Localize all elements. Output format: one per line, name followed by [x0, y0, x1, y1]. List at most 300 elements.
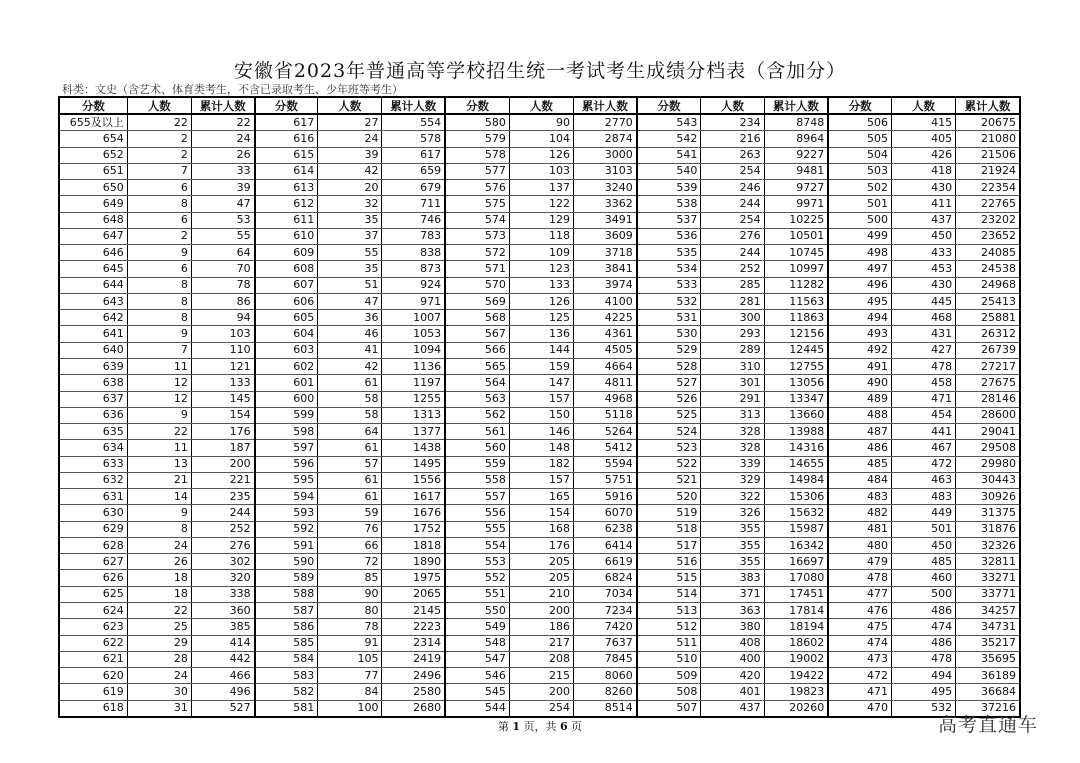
cumulative-cell: 33: [191, 163, 254, 179]
score-cell: 479: [828, 554, 891, 570]
table-row: [59, 456, 1020, 472]
score-cell: 625: [59, 586, 127, 602]
table-row: [59, 147, 1020, 163]
score-cell: 471: [828, 684, 891, 700]
cumulative-cell: 2770: [574, 114, 637, 131]
cumulative-cell: 200: [191, 456, 254, 472]
count-cell: 32: [318, 196, 382, 212]
count-cell: 430: [891, 277, 955, 293]
score-cell: 548: [445, 635, 509, 651]
score-cell: 616: [255, 131, 318, 147]
cumulative-cell: 527: [191, 700, 254, 717]
count-cell: 42: [318, 163, 382, 179]
cumulative-cell: 24538: [956, 261, 1020, 277]
cumulative-cell: 1136: [382, 358, 445, 374]
count-cell: 159: [509, 358, 573, 374]
count-cell: 400: [701, 651, 764, 667]
count-cell: 6: [127, 180, 191, 196]
cumulative-cell: 31375: [956, 505, 1020, 521]
score-cell: 640: [59, 342, 127, 358]
cumulative-cell: 14655: [764, 456, 828, 472]
table-row: [59, 391, 1020, 407]
score-cell: 576: [445, 180, 509, 196]
table-row: [59, 586, 1020, 602]
column-header: 分数: [637, 97, 701, 114]
cumulative-cell: 32326: [956, 537, 1020, 553]
table-row: [59, 261, 1020, 277]
count-cell: 11: [127, 358, 191, 374]
score-cell: 489: [828, 391, 891, 407]
cumulative-cell: 16697: [764, 554, 828, 570]
count-cell: 22: [127, 114, 191, 131]
count-cell: 355: [701, 521, 764, 537]
score-cell: 572: [445, 245, 509, 261]
score-cell: 570: [445, 277, 509, 293]
count-cell: 445: [891, 293, 955, 309]
count-cell: 329: [701, 472, 764, 488]
count-cell: 144: [509, 342, 573, 358]
count-cell: 51: [318, 277, 382, 293]
cumulative-cell: 103: [191, 326, 254, 342]
cumulative-cell: 1438: [382, 440, 445, 456]
cumulative-cell: 10501: [764, 228, 828, 244]
score-cell: 582: [255, 684, 318, 700]
count-cell: 9: [127, 245, 191, 261]
count-cell: 300: [701, 310, 764, 326]
cumulative-cell: 2314: [382, 635, 445, 651]
cumulative-cell: 496: [191, 684, 254, 700]
cumulative-cell: 6824: [574, 570, 637, 586]
cumulative-cell: 39: [191, 180, 254, 196]
score-cell: 608: [255, 261, 318, 277]
score-cell: 483: [828, 489, 891, 505]
table-row: [59, 277, 1020, 293]
count-cell: 90: [509, 114, 573, 131]
score-cell: 614: [255, 163, 318, 179]
count-cell: 8: [127, 310, 191, 326]
score-cell: 619: [59, 684, 127, 700]
cumulative-cell: 23202: [956, 212, 1020, 228]
table-row: [59, 342, 1020, 358]
count-cell: 281: [701, 293, 764, 309]
table-row: [59, 212, 1020, 228]
score-cell: 621: [59, 651, 127, 667]
cumulative-cell: 783: [382, 228, 445, 244]
score-cell: 530: [637, 326, 701, 342]
cumulative-cell: 2223: [382, 619, 445, 635]
cumulative-cell: 110: [191, 342, 254, 358]
count-cell: 126: [509, 147, 573, 163]
cumulative-cell: 8260: [574, 684, 637, 700]
column-header: 分数: [445, 97, 509, 114]
column-header: 累计人数: [956, 97, 1020, 114]
cumulative-cell: 6238: [574, 521, 637, 537]
cumulative-cell: 10997: [764, 261, 828, 277]
count-cell: 217: [509, 635, 573, 651]
score-cell: 615: [255, 147, 318, 163]
score-cell: 591: [255, 537, 318, 553]
score-cell: 518: [637, 521, 701, 537]
score-cell: 474: [828, 635, 891, 651]
score-cell: 606: [255, 293, 318, 309]
cumulative-cell: 302: [191, 554, 254, 570]
cumulative-cell: 5594: [574, 456, 637, 472]
cumulative-cell: 121: [191, 358, 254, 374]
cumulative-cell: 4811: [574, 375, 637, 391]
count-cell: 157: [509, 391, 573, 407]
table-row: [59, 521, 1020, 537]
cumulative-cell: 55: [191, 228, 254, 244]
count-cell: 6: [127, 261, 191, 277]
count-cell: 471: [891, 391, 955, 407]
cumulative-cell: 26739: [956, 342, 1020, 358]
count-cell: 441: [891, 424, 955, 440]
cumulative-cell: 1890: [382, 554, 445, 570]
score-cell: 652: [59, 147, 127, 163]
score-cell: 544: [445, 700, 509, 717]
table-row: [59, 505, 1020, 521]
score-cell: 527: [637, 375, 701, 391]
score-cell: 493: [828, 326, 891, 342]
score-cell: 624: [59, 602, 127, 618]
cumulative-cell: 15987: [764, 521, 828, 537]
table-row: [59, 424, 1020, 440]
score-cell: 620: [59, 668, 127, 684]
count-cell: 30: [127, 684, 191, 700]
cumulative-cell: 5916: [574, 489, 637, 505]
page-current: 1: [512, 720, 520, 733]
score-cell: 568: [445, 310, 509, 326]
count-cell: 76: [318, 521, 382, 537]
score-cell: 534: [637, 261, 701, 277]
cumulative-cell: 17814: [764, 602, 828, 618]
cumulative-cell: 711: [382, 196, 445, 212]
cumulative-cell: 21080: [956, 131, 1020, 147]
count-cell: 276: [701, 228, 764, 244]
table-row: [59, 537, 1020, 553]
cumulative-cell: 26312: [956, 326, 1020, 342]
count-cell: 157: [509, 472, 573, 488]
cumulative-cell: 252: [191, 521, 254, 537]
score-cell: 500: [828, 212, 891, 228]
count-cell: 252: [701, 261, 764, 277]
cumulative-cell: 3000: [574, 147, 637, 163]
table-row: [59, 407, 1020, 423]
cumulative-cell: 22: [191, 114, 254, 131]
count-cell: 486: [891, 602, 955, 618]
count-cell: 61: [318, 472, 382, 488]
cumulative-cell: 1495: [382, 456, 445, 472]
count-cell: 411: [891, 196, 955, 212]
cumulative-cell: 25881: [956, 310, 1020, 326]
count-cell: 133: [509, 277, 573, 293]
score-cell: 512: [637, 619, 701, 635]
score-cell: 630: [59, 505, 127, 521]
cumulative-cell: 3103: [574, 163, 637, 179]
table-row: [59, 131, 1020, 147]
count-cell: 485: [891, 554, 955, 570]
count-cell: 59: [318, 505, 382, 521]
cumulative-cell: 320: [191, 570, 254, 586]
count-cell: 105: [318, 651, 382, 667]
cumulative-cell: 20260: [764, 700, 828, 717]
score-cell: 598: [255, 424, 318, 440]
count-cell: 405: [891, 131, 955, 147]
cumulative-cell: 7234: [574, 602, 637, 618]
count-cell: 437: [701, 700, 764, 717]
cumulative-cell: 30443: [956, 472, 1020, 488]
score-cell: 482: [828, 505, 891, 521]
score-cell: 642: [59, 310, 127, 326]
cumulative-cell: 873: [382, 261, 445, 277]
cumulative-cell: 8514: [574, 700, 637, 717]
score-cell: 494: [828, 310, 891, 326]
table-row: [59, 554, 1020, 570]
cumulative-cell: 1053: [382, 326, 445, 342]
count-cell: 22: [127, 602, 191, 618]
score-cell: 646: [59, 245, 127, 261]
count-cell: 123: [509, 261, 573, 277]
score-cell: 594: [255, 489, 318, 505]
count-cell: 426: [891, 147, 955, 163]
count-cell: 11: [127, 440, 191, 456]
cumulative-cell: 1752: [382, 521, 445, 537]
count-cell: 450: [891, 228, 955, 244]
cumulative-cell: 5412: [574, 440, 637, 456]
count-cell: 47: [318, 293, 382, 309]
count-cell: 293: [701, 326, 764, 342]
count-cell: 478: [891, 358, 955, 374]
count-cell: 200: [509, 684, 573, 700]
score-cell: 503: [828, 163, 891, 179]
cumulative-cell: 2065: [382, 586, 445, 602]
score-cell: 519: [637, 505, 701, 521]
score-cell: 629: [59, 521, 127, 537]
table-row: [59, 472, 1020, 488]
count-cell: 301: [701, 375, 764, 391]
cumulative-cell: 971: [382, 293, 445, 309]
score-cell: 564: [445, 375, 509, 391]
cumulative-cell: 1094: [382, 342, 445, 358]
count-cell: 208: [509, 651, 573, 667]
count-cell: 41: [318, 342, 382, 358]
count-cell: 472: [891, 456, 955, 472]
column-header: 累计人数: [574, 97, 637, 114]
score-cell: 559: [445, 456, 509, 472]
score-cell: 603: [255, 342, 318, 358]
count-cell: 39: [318, 147, 382, 163]
table-row: [59, 310, 1020, 326]
score-cell: 553: [445, 554, 509, 570]
score-cell: 510: [637, 651, 701, 667]
page-footer: [0, 718, 1080, 734]
count-cell: 205: [509, 554, 573, 570]
score-cell: 526: [637, 391, 701, 407]
score-cell: 478: [828, 570, 891, 586]
score-cell: 532: [637, 293, 701, 309]
page-suffix: 页: [571, 720, 583, 733]
score-cell: 611: [255, 212, 318, 228]
cumulative-cell: 32811: [956, 554, 1020, 570]
cumulative-cell: 4505: [574, 342, 637, 358]
count-cell: 20: [318, 180, 382, 196]
count-cell: 453: [891, 261, 955, 277]
cumulative-cell: 19823: [764, 684, 828, 700]
cumulative-cell: 2496: [382, 668, 445, 684]
count-cell: 234: [701, 114, 764, 131]
score-cell: 583: [255, 668, 318, 684]
count-cell: 46: [318, 326, 382, 342]
table-row: [59, 440, 1020, 456]
count-cell: 322: [701, 489, 764, 505]
count-cell: 77: [318, 668, 382, 684]
count-cell: 415: [891, 114, 955, 131]
score-cell: 492: [828, 342, 891, 358]
count-cell: 24: [127, 537, 191, 553]
count-cell: 2: [127, 131, 191, 147]
cumulative-cell: 2419: [382, 651, 445, 667]
count-cell: 437: [891, 212, 955, 228]
count-cell: 8: [127, 277, 191, 293]
count-cell: 363: [701, 602, 764, 618]
cumulative-cell: 31876: [956, 521, 1020, 537]
count-cell: 85: [318, 570, 382, 586]
cumulative-cell: 9481: [764, 163, 828, 179]
score-cell: 563: [445, 391, 509, 407]
count-cell: 500: [891, 586, 955, 602]
count-cell: 78: [318, 619, 382, 635]
column-header: 累计人数: [764, 97, 828, 114]
count-cell: 371: [701, 586, 764, 602]
count-cell: 18: [127, 586, 191, 602]
cumulative-cell: 37216: [956, 700, 1020, 717]
score-cell: 480: [828, 537, 891, 553]
count-cell: 495: [891, 684, 955, 700]
cumulative-cell: 21924: [956, 163, 1020, 179]
cumulative-cell: 10225: [764, 212, 828, 228]
score-cell: 554: [445, 537, 509, 553]
cumulative-cell: 838: [382, 245, 445, 261]
score-cell: 550: [445, 602, 509, 618]
count-cell: 468: [891, 310, 955, 326]
count-cell: 176: [509, 537, 573, 553]
score-cell: 635: [59, 424, 127, 440]
count-cell: 84: [318, 684, 382, 700]
cumulative-cell: 3491: [574, 212, 637, 228]
score-cell: 613: [255, 180, 318, 196]
cumulative-cell: 1377: [382, 424, 445, 440]
score-cell: 650: [59, 180, 127, 196]
cumulative-cell: 3240: [574, 180, 637, 196]
score-cell: 643: [59, 293, 127, 309]
cumulative-cell: 360: [191, 602, 254, 618]
score-cell: 528: [637, 358, 701, 374]
cumulative-cell: 33271: [956, 570, 1020, 586]
table-row: [59, 700, 1020, 717]
cumulative-cell: 244: [191, 505, 254, 521]
cumulative-cell: 1617: [382, 489, 445, 505]
cumulative-cell: 3974: [574, 277, 637, 293]
cumulative-cell: 9227: [764, 147, 828, 163]
cumulative-cell: 554: [382, 114, 445, 131]
score-cell: 602: [255, 358, 318, 374]
count-cell: 427: [891, 342, 955, 358]
table-row: [59, 196, 1020, 212]
cumulative-cell: 4968: [574, 391, 637, 407]
score-cell: 590: [255, 554, 318, 570]
table-header-row: [59, 97, 1020, 114]
cumulative-cell: 3841: [574, 261, 637, 277]
count-cell: 2: [127, 228, 191, 244]
table-row: [59, 375, 1020, 391]
cumulative-cell: 86: [191, 293, 254, 309]
cumulative-cell: 10745: [764, 245, 828, 261]
cumulative-cell: 3609: [574, 228, 637, 244]
table-body: [59, 114, 1020, 717]
cumulative-cell: 28146: [956, 391, 1020, 407]
score-cell: 571: [445, 261, 509, 277]
score-cell: 495: [828, 293, 891, 309]
score-cell: 525: [637, 407, 701, 423]
count-cell: 478: [891, 651, 955, 667]
count-cell: 2: [127, 147, 191, 163]
score-cell: 604: [255, 326, 318, 342]
count-cell: 147: [509, 375, 573, 391]
score-cell: 497: [828, 261, 891, 277]
cumulative-cell: 34731: [956, 619, 1020, 635]
cumulative-cell: 1197: [382, 375, 445, 391]
cumulative-cell: 14984: [764, 472, 828, 488]
score-cell: 644: [59, 277, 127, 293]
score-cell: 520: [637, 489, 701, 505]
score-cell: 546: [445, 668, 509, 684]
score-cell: 470: [828, 700, 891, 717]
score-cell: 633: [59, 456, 127, 472]
cumulative-cell: 4100: [574, 293, 637, 309]
score-cell: 560: [445, 440, 509, 456]
score-cell: 600: [255, 391, 318, 407]
score-cell: 561: [445, 424, 509, 440]
score-cell: 499: [828, 228, 891, 244]
table-row: [59, 684, 1020, 700]
score-cell: 607: [255, 277, 318, 293]
cumulative-cell: 4664: [574, 358, 637, 374]
cumulative-cell: 13347: [764, 391, 828, 407]
score-cell: 516: [637, 554, 701, 570]
table-row: [59, 228, 1020, 244]
count-cell: 200: [509, 602, 573, 618]
count-cell: 66: [318, 537, 382, 553]
column-header: 人数: [701, 97, 764, 114]
count-cell: 21: [127, 472, 191, 488]
score-cell: 523: [637, 440, 701, 456]
cumulative-cell: 338: [191, 586, 254, 602]
page-mid: 页，共: [523, 720, 557, 733]
cumulative-cell: 11563: [764, 293, 828, 309]
count-cell: 118: [509, 228, 573, 244]
cumulative-cell: 154: [191, 407, 254, 423]
cumulative-cell: 578: [382, 131, 445, 147]
score-cell: 648: [59, 212, 127, 228]
count-cell: 8: [127, 293, 191, 309]
column-header: 人数: [509, 97, 573, 114]
score-cell: 521: [637, 472, 701, 488]
cumulative-cell: 617: [382, 147, 445, 163]
score-cell: 533: [637, 277, 701, 293]
score-cell: 577: [445, 163, 509, 179]
count-cell: 55: [318, 245, 382, 261]
table-row: [59, 180, 1020, 196]
